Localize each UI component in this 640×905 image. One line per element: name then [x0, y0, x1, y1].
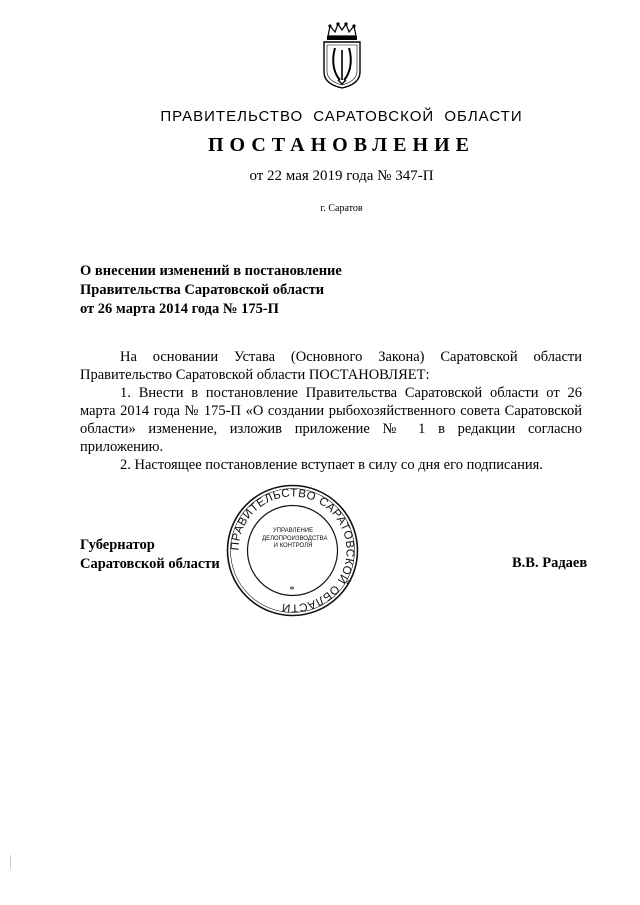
- signatory-title-line: Губернатор: [80, 537, 155, 553]
- seal-inner-line: УПРАВЛЕНИЕ: [272, 528, 314, 534]
- signatory-name: В.В. Радаев: [512, 555, 588, 571]
- subject-line: Правительства Саратовской области: [80, 282, 325, 298]
- government-name: ПРАВИТЕЛЬСТВО САРАТОВСКОЙ ОБЛАСТИ: [160, 108, 523, 125]
- margin-mark: [10, 855, 11, 869]
- document-subject: [80, 262, 500, 319]
- document-body: [80, 348, 582, 474]
- subject-line: О внесении изменений в постановление: [80, 263, 342, 279]
- document-city: г. Саратов: [320, 203, 363, 214]
- preamble-paragraph: На основании Устава (Основного Закона) Саратовской области Правительство Саратовской области ПОСТАНОВЛЯЕТ:: [80, 349, 582, 383]
- seal-ring-text: ПРАВИТЕЛЬСТВО САРАТОВСКОЙ ОБЛАСТИ: [229, 487, 356, 614]
- item-2-paragraph: 2. Настоящее постановление вступает в силу со дня его подписания.: [120, 457, 543, 473]
- seal-inner-line: ДЕЛОПРОИЗВОДСТВА: [262, 535, 328, 542]
- coat-of-arms-icon: [318, 22, 366, 90]
- seal-inner-line: И КОНТРОЛЯ: [273, 543, 313, 549]
- signatory-title: [80, 536, 280, 574]
- document-date-number: от 22 мая 2019 года № 347-П: [249, 168, 434, 184]
- subject-line: от 26 марта 2014 года № 175-П: [80, 301, 279, 317]
- item-1-paragraph: 1. Внести в постановление Правительства Саратовской области от 26 марта 2014 года № 175-П «О создании рыбохозяйственного совета Саратовской области» изменение, изложив приложение № 1 в редакции согласно приложению.: [80, 385, 582, 455]
- signatory-title-line: Саратовской области: [80, 556, 220, 572]
- seal-star-icon: *: [289, 585, 295, 596]
- document-type: ПОСТАНОВЛЕНИЕ: [208, 134, 475, 156]
